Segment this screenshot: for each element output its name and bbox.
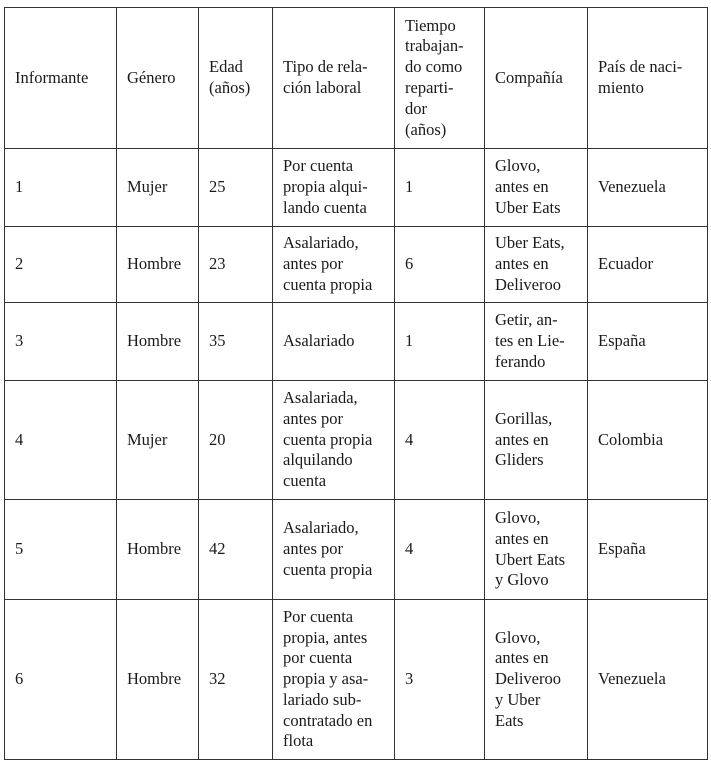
cell-tiempo: 4	[395, 381, 485, 500]
cell-edad: 25	[199, 149, 273, 227]
cell-tiempo: 1	[395, 149, 485, 227]
cell-tipo-relacion: Asalariada, antes por cuenta propia alquilando cuenta	[273, 381, 395, 500]
cell-informante: 1	[5, 149, 117, 227]
cell-edad: 32	[199, 600, 273, 760]
cell-tipo-relacion: Asalariado, antes por cuenta propia	[273, 500, 395, 600]
table-row	[5, 500, 708, 600]
cell-compania: Uber Eats, antes en Deliveroo	[485, 227, 588, 303]
cell-tipo-relacion: Por cuenta propia, antes por cuenta propia y asa- lariado sub- contratado en flota	[273, 600, 395, 760]
cell-pais: España	[588, 303, 708, 381]
cell-compania: Glovo, antes en Ubert Eats y Glovo	[485, 500, 588, 600]
cell-edad: 20	[199, 381, 273, 500]
cell-tipo-relacion: Por cuenta propia alqui- lando cuenta	[273, 149, 395, 227]
table-row	[5, 149, 708, 227]
cell-genero: Hombre	[117, 227, 199, 303]
cell-pais: España	[588, 500, 708, 600]
informants-table	[4, 7, 708, 760]
table-row	[5, 227, 708, 303]
cell-informante: 3	[5, 303, 117, 381]
cell-pais: Venezuela	[588, 600, 708, 760]
cell-compania: Getir, an- tes en Lie- ferando	[485, 303, 588, 381]
cell-tiempo: 4	[395, 500, 485, 600]
cell-compania: Gorillas, antes en Gliders	[485, 381, 588, 500]
header-pais: País de naci- miento	[588, 8, 708, 149]
cell-informante: 2	[5, 227, 117, 303]
cell-edad: 42	[199, 500, 273, 600]
cell-pais: Colombia	[588, 381, 708, 500]
cell-edad: 35	[199, 303, 273, 381]
table-row	[5, 303, 708, 381]
cell-informante: 5	[5, 500, 117, 600]
header-genero: Género	[117, 8, 199, 149]
cell-genero: Mujer	[117, 381, 199, 500]
cell-tiempo: 3	[395, 600, 485, 760]
cell-compania: Glovo, antes en Deliveroo y Uber Eats	[485, 600, 588, 760]
header-tipo-relacion: Tipo de rela- ción laboral	[273, 8, 395, 149]
cell-genero: Hombre	[117, 600, 199, 760]
cell-tipo-relacion: Asalariado	[273, 303, 395, 381]
header-compania: Compañía	[485, 8, 588, 149]
header-edad: Edad (años)	[199, 8, 273, 149]
cell-informante: 4	[5, 381, 117, 500]
table-row	[5, 381, 708, 500]
cell-tiempo: 6	[395, 227, 485, 303]
table-header-row	[5, 8, 708, 149]
cell-compania: Glovo, antes en Uber Eats	[485, 149, 588, 227]
cell-tipo-relacion: Asalariado, antes por cuenta propia	[273, 227, 395, 303]
cell-informante: 6	[5, 600, 117, 760]
cell-pais: Ecuador	[588, 227, 708, 303]
cell-pais: Venezuela	[588, 149, 708, 227]
header-tiempo-trabajando: Tiempo trabajan- do como reparti- dor (años)	[395, 8, 485, 149]
header-informante: Informante	[5, 8, 117, 149]
cell-edad: 23	[199, 227, 273, 303]
cell-genero: Hombre	[117, 303, 199, 381]
cell-tiempo: 1	[395, 303, 485, 381]
cell-genero: Mujer	[117, 149, 199, 227]
cell-genero: Hombre	[117, 500, 199, 600]
table-row	[5, 600, 708, 760]
